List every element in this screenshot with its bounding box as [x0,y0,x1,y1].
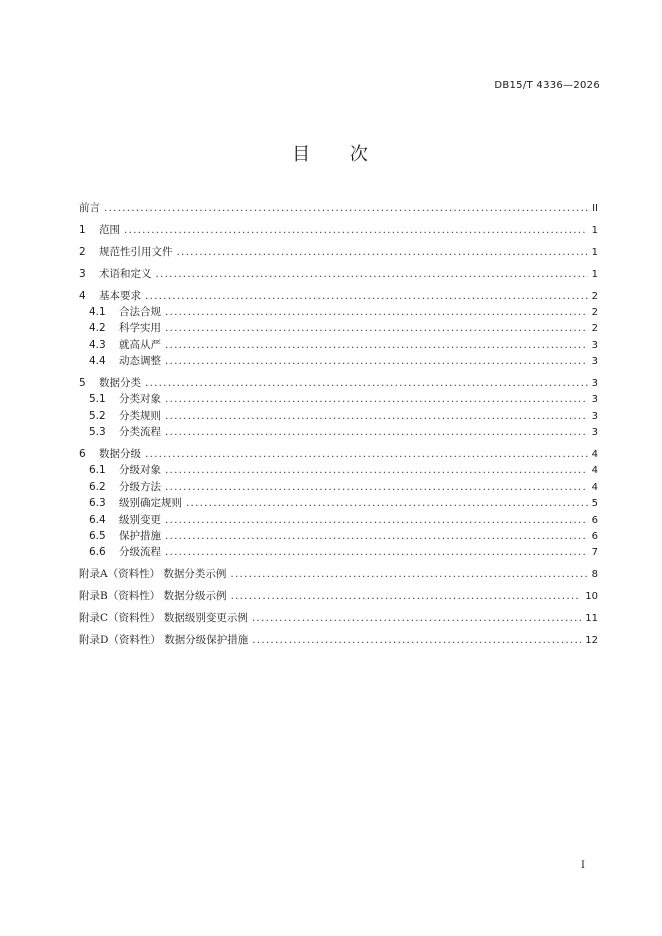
toc-entry-page: 2 [591,290,598,302]
page-title: 目 次 [292,144,370,165]
toc-leader-dots [230,566,587,582]
toc-entry[interactable] [79,566,598,582]
toc-leader-dots [177,244,588,260]
toc-entry-label: 附录C（资料性） 数据级别变更示例 [79,612,248,625]
toc-entry-label: 保护措施 [119,530,161,543]
toc-entry-page: 4 [591,481,598,493]
toc-leader-dots [145,288,588,304]
toc-entry-page: 2 [591,323,598,335]
toc-entry-page: 11 [585,613,598,625]
toc-entry-page: 1 [591,246,598,258]
toc-entry-page: 5 [591,498,598,510]
toc-entry-page: 12 [585,634,598,646]
toc-leader-dots [186,495,588,511]
toc-entry-page: 2 [591,306,598,318]
toc-entry-page: 6 [591,514,598,526]
toc-entry-number: 5.1 [89,393,106,406]
toc-entry[interactable] [79,495,598,511]
toc-entry-label: 数据分类 [99,377,141,390]
toc-leader-dots [252,632,581,648]
toc-entry[interactable] [79,244,598,260]
toc-leader-dots [165,528,588,544]
toc-leader-dots [165,462,588,478]
toc-entry-number: 4.1 [89,305,106,318]
toc-entry-label: 动态调整 [119,355,161,368]
toc-entry-page: II [592,203,598,214]
toc-entry-page: 3 [591,410,598,422]
toc-entry-number: 6.6 [89,546,106,559]
toc-entry-number: 2 [79,245,86,258]
toc-leader-dots [104,200,588,216]
toc-entry[interactable] [79,528,598,544]
toc-entry-number: 4 [79,289,86,302]
toc-entry-number: 5.3 [89,426,106,439]
toc-entry-page: 4 [591,465,598,477]
toc-entry-label: 级别变更 [119,513,161,526]
toc-leader-dots [165,512,588,528]
toc-entry[interactable] [79,544,598,560]
toc-entry[interactable] [79,304,598,320]
toc-entry[interactable] [79,610,598,626]
toc-entry-page: 7 [591,547,598,559]
toc-entry-label: 数据分级 [99,448,141,461]
toc-entry-number: 5.2 [89,409,106,422]
toc-entry-label: 分级方法 [119,480,161,493]
toc-leader-dots [165,337,588,353]
toc-entry-number: 6 [79,448,86,461]
toc-entry[interactable] [79,446,598,462]
toc-entry-label: 合法合规 [119,305,161,318]
toc-entry-label: 规范性引用文件 [99,245,173,258]
toc-leader-dots [165,479,588,495]
toc-leader-dots [165,391,588,407]
toc-entry-label: 前言 [79,202,100,214]
toc-entry-page: 3 [591,378,598,390]
toc-entry[interactable] [79,408,598,424]
toc-entry[interactable] [79,320,598,336]
toc-entry[interactable] [79,200,598,216]
toc-entry-label: 分类流程 [119,426,161,439]
toc-leader-dots [252,610,581,626]
page-number: I [581,860,585,871]
toc-entry-label: 术语和定义 [99,267,152,280]
toc-entry-number: 4.2 [89,322,106,335]
toc-entry-number: 6.3 [89,497,106,510]
toc-leader-dots [165,424,588,440]
document-code: DB15/T 4336—2026 [494,80,600,91]
toc-entry-label: 范围 [99,223,120,236]
toc-entry[interactable] [79,632,598,648]
toc-entry-number: 6.2 [89,480,106,493]
toc-entry-page: 3 [591,356,598,368]
toc-entry[interactable] [79,479,598,495]
toc-entry[interactable] [79,266,598,282]
toc-entry-number: 4.3 [89,338,106,351]
toc-leader-dots [145,375,588,391]
toc-entry-number: 5 [79,377,86,390]
toc-entry[interactable] [79,222,598,238]
toc-entry[interactable] [79,288,598,304]
toc-entry[interactable] [79,462,598,478]
toc-leader-dots [165,408,588,424]
toc-entry-number: 6.4 [89,513,106,526]
toc-entry-number: 4.4 [89,355,106,368]
toc-entry[interactable] [79,424,598,440]
toc-entry-number: 3 [79,267,86,280]
toc-entry[interactable] [79,337,598,353]
toc-entry-page: 3 [591,339,598,351]
toc-leader-dots [231,588,582,604]
toc-entry[interactable] [79,588,598,604]
toc-entry[interactable] [79,391,598,407]
toc-entry-number: 6.1 [89,464,106,477]
toc-entry-label: 附录A（资料性） 数据分类示例 [79,568,227,581]
toc-entry-label: 就高从严 [119,338,161,351]
toc-entry[interactable] [79,353,598,369]
toc-entry-page: 10 [585,591,598,603]
toc-entry-page: 8 [591,569,598,581]
toc-entry-label: 分类规则 [119,409,161,422]
toc-entry-page: 4 [591,449,598,461]
toc-entry-page: 1 [591,268,598,280]
toc-entry-page: 6 [591,531,598,543]
toc-entry-label: 基本要求 [99,289,141,302]
toc-leader-dots [124,222,588,238]
toc-entry-label: 附录D（资料性） 数据分级保护措施 [79,633,249,646]
toc-leader-dots [165,353,588,369]
toc-entry-label: 附录B（资料性） 数据分级示例 [79,590,227,603]
toc-entry-label: 科学实用 [119,322,161,335]
table-of-contents [79,200,598,648]
toc-entry[interactable] [79,375,598,391]
toc-leader-dots [165,304,588,320]
toc-leader-dots [165,544,588,560]
toc-entry[interactable] [79,512,598,528]
toc-leader-dots [156,266,588,282]
toc-entry-label: 级别确定规则 [119,497,182,510]
toc-entry-number: 1 [79,223,86,236]
toc-entry-number: 6.5 [89,530,106,543]
toc-entry-page: 3 [591,394,598,406]
toc-leader-dots [165,320,588,336]
toc-entry-page: 3 [591,427,598,439]
toc-entry-label: 分级流程 [119,546,161,559]
toc-entry-page: 1 [591,224,598,236]
toc-entry-label: 分类对象 [119,393,161,406]
toc-entry-label: 分级对象 [119,464,161,477]
toc-leader-dots [145,446,588,462]
